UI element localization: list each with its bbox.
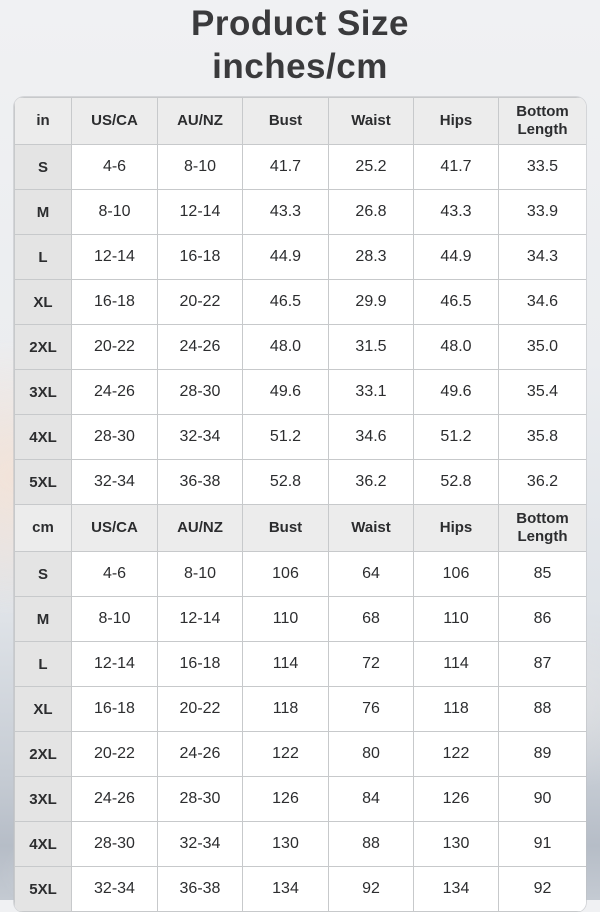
size-label: 2XL: [15, 325, 72, 370]
measurement-cell: 24-26: [158, 732, 243, 777]
measurement-cell: 28-30: [72, 415, 158, 460]
measurement-cell: 52.8: [243, 460, 329, 505]
size-label: 3XL: [15, 777, 72, 822]
measurement-cell: 48.0: [243, 325, 329, 370]
measurement-cell: 118: [414, 687, 499, 732]
measurement-cell: 49.6: [414, 370, 499, 415]
size-label: L: [15, 642, 72, 687]
measurement-cell: 20-22: [158, 280, 243, 325]
measurement-cell: 87: [499, 642, 587, 687]
column-header: Waist: [329, 98, 414, 145]
table-row-cm-xl: [15, 687, 587, 732]
table-row-in-l: [15, 235, 587, 280]
size-label: 2XL: [15, 732, 72, 777]
column-header: Bust: [243, 98, 329, 145]
size-label: 4XL: [15, 415, 72, 460]
measurement-cell: 92: [329, 867, 414, 912]
measurement-cell: 126: [414, 777, 499, 822]
measurement-cell: 114: [414, 642, 499, 687]
table-row-cm-l: [15, 642, 587, 687]
measurement-cell: 86: [499, 597, 587, 642]
size-label: XL: [15, 280, 72, 325]
measurement-cell: 28-30: [72, 822, 158, 867]
measurement-cell: 8-10: [158, 552, 243, 597]
column-header: Hips: [414, 505, 499, 552]
size-label: S: [15, 145, 72, 190]
measurement-cell: 92: [499, 867, 587, 912]
measurement-cell: 85: [499, 552, 587, 597]
measurement-cell: 8-10: [158, 145, 243, 190]
measurement-cell: 88: [329, 822, 414, 867]
measurement-cell: 106: [414, 552, 499, 597]
measurement-cell: 24-26: [72, 777, 158, 822]
measurement-cell: 44.9: [243, 235, 329, 280]
measurement-cell: 106: [243, 552, 329, 597]
table-row-in-s: [15, 145, 587, 190]
column-header: AU/NZ: [158, 98, 243, 145]
measurement-cell: 122: [414, 732, 499, 777]
measurement-cell: 51.2: [414, 415, 499, 460]
measurement-cell: 24-26: [158, 325, 243, 370]
measurement-cell: 110: [243, 597, 329, 642]
measurement-cell: 90: [499, 777, 587, 822]
measurement-cell: 72: [329, 642, 414, 687]
section-header-row-cm: [15, 505, 587, 552]
measurement-cell: 126: [243, 777, 329, 822]
measurement-cell: 35.8: [499, 415, 587, 460]
measurement-cell: 35.0: [499, 325, 587, 370]
measurement-cell: 122: [243, 732, 329, 777]
size-label: M: [15, 190, 72, 235]
measurement-cell: 33.1: [329, 370, 414, 415]
measurement-cell: 134: [414, 867, 499, 912]
measurement-cell: 29.9: [329, 280, 414, 325]
measurement-cell: 26.8: [329, 190, 414, 235]
measurement-cell: 8-10: [72, 190, 158, 235]
measurement-cell: 32-34: [72, 867, 158, 912]
measurement-cell: 12-14: [72, 642, 158, 687]
measurement-cell: 41.7: [414, 145, 499, 190]
measurement-cell: 34.6: [499, 280, 587, 325]
measurement-cell: 36.2: [499, 460, 587, 505]
table-row-cm-m: [15, 597, 587, 642]
table-row-in-5xl: [15, 460, 587, 505]
measurement-cell: 24-26: [72, 370, 158, 415]
measurement-cell: 4-6: [72, 552, 158, 597]
size-label: M: [15, 597, 72, 642]
measurement-cell: 35.4: [499, 370, 587, 415]
measurement-cell: 84: [329, 777, 414, 822]
size-label: L: [15, 235, 72, 280]
table-row-in-4xl: [15, 415, 587, 460]
measurement-cell: 12-14: [72, 235, 158, 280]
column-header: Bottom Length: [499, 98, 587, 145]
measurement-cell: 12-14: [158, 190, 243, 235]
size-chart-container: [14, 97, 586, 912]
column-header: US/CA: [72, 98, 158, 145]
measurement-cell: 43.3: [243, 190, 329, 235]
measurement-cell: 34.6: [329, 415, 414, 460]
unit-header-cm: cm: [15, 505, 72, 552]
measurement-cell: 33.9: [499, 190, 587, 235]
table-row-cm-2xl: [15, 732, 587, 777]
section-header-row-in: [15, 98, 587, 145]
measurement-cell: 36-38: [158, 460, 243, 505]
measurement-cell: 28-30: [158, 370, 243, 415]
measurement-cell: 41.7: [243, 145, 329, 190]
column-header: US/CA: [72, 505, 158, 552]
measurement-cell: 16-18: [158, 642, 243, 687]
table-row-in-m: [15, 190, 587, 235]
measurement-cell: 68: [329, 597, 414, 642]
measurement-cell: 20-22: [72, 732, 158, 777]
size-label: 3XL: [15, 370, 72, 415]
measurement-cell: 52.8: [414, 460, 499, 505]
column-header: Waist: [329, 505, 414, 552]
measurement-cell: 49.6: [243, 370, 329, 415]
page-title-line1: Product Size: [191, 4, 409, 43]
size-label: 4XL: [15, 822, 72, 867]
measurement-cell: 16-18: [72, 280, 158, 325]
measurement-cell: 134: [243, 867, 329, 912]
measurement-cell: 4-6: [72, 145, 158, 190]
measurement-cell: 32-34: [158, 822, 243, 867]
measurement-cell: 31.5: [329, 325, 414, 370]
measurement-cell: 89: [499, 732, 587, 777]
measurement-cell: 28.3: [329, 235, 414, 280]
measurement-cell: 33.5: [499, 145, 587, 190]
measurement-cell: 44.9: [414, 235, 499, 280]
measurement-cell: 32-34: [158, 415, 243, 460]
measurement-cell: 36.2: [329, 460, 414, 505]
unit-header-in: in: [15, 98, 72, 145]
measurement-cell: 80: [329, 732, 414, 777]
size-chart-table: [14, 97, 586, 912]
measurement-cell: 16-18: [158, 235, 243, 280]
size-label: 5XL: [15, 460, 72, 505]
measurement-cell: 114: [243, 642, 329, 687]
measurement-cell: 36-38: [158, 867, 243, 912]
measurement-cell: 32-34: [72, 460, 158, 505]
column-header: Bottom Length: [499, 505, 587, 552]
column-header: Bust: [243, 505, 329, 552]
measurement-cell: 91: [499, 822, 587, 867]
table-row-cm-5xl: [15, 867, 587, 912]
measurement-cell: 46.5: [243, 280, 329, 325]
page-title-line2: inches/cm: [212, 47, 388, 87]
size-label: S: [15, 552, 72, 597]
table-row-in-3xl: [15, 370, 587, 415]
measurement-cell: 110: [414, 597, 499, 642]
measurement-cell: 8-10: [72, 597, 158, 642]
measurement-cell: 130: [243, 822, 329, 867]
column-header: Hips: [414, 98, 499, 145]
measurement-cell: 48.0: [414, 325, 499, 370]
measurement-cell: 43.3: [414, 190, 499, 235]
page-title: [0, 0, 600, 88]
measurement-cell: 118: [243, 687, 329, 732]
measurement-cell: 12-14: [158, 597, 243, 642]
table-row-cm-s: [15, 552, 587, 597]
table-row-cm-3xl: [15, 777, 587, 822]
measurement-cell: 20-22: [158, 687, 243, 732]
column-header: AU/NZ: [158, 505, 243, 552]
measurement-cell: 76: [329, 687, 414, 732]
measurement-cell: 46.5: [414, 280, 499, 325]
measurement-cell: 25.2: [329, 145, 414, 190]
measurement-cell: 34.3: [499, 235, 587, 280]
measurement-cell: 51.2: [243, 415, 329, 460]
size-label: 5XL: [15, 867, 72, 912]
table-row-cm-4xl: [15, 822, 587, 867]
table-row-in-xl: [15, 280, 587, 325]
size-label: XL: [15, 687, 72, 732]
measurement-cell: 20-22: [72, 325, 158, 370]
measurement-cell: 16-18: [72, 687, 158, 732]
measurement-cell: 64: [329, 552, 414, 597]
measurement-cell: 88: [499, 687, 587, 732]
measurement-cell: 130: [414, 822, 499, 867]
table-row-in-2xl: [15, 325, 587, 370]
measurement-cell: 28-30: [158, 777, 243, 822]
